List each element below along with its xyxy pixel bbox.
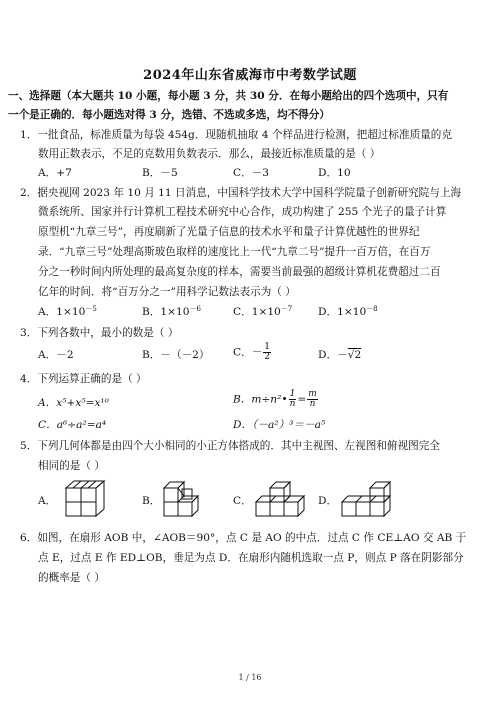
q5-solid-a-icon (60, 478, 110, 520)
q2-line6: 亿年的时间．将“百万分之一”用科学记数法表示为（ ） (38, 286, 296, 298)
q2-line1: 2．据央视网 2023 年 10 月 11 日消息，中国科学技术大学中国科学院量子创新研究院与上海 (20, 187, 462, 199)
q2-line3: 原型机“九章三号”，再度刷新了光量子信息的技术水平和量子计算优越性的世界纪 (38, 226, 420, 238)
q5-solid-d-icon (338, 478, 392, 520)
q2-option-d: D．$1\times 10^{-8}$ (318, 305, 378, 318)
q2-option-b: B．$1\times 10^{-6}$ (142, 305, 201, 318)
q2-option-a: A．$1\times 10^{-5}$ (38, 305, 97, 318)
q5-label-d: D． (318, 495, 338, 507)
q3-option-b: B．－（－2） (142, 349, 210, 361)
section-header-line2: 一个是正确的．每小题选对得 3 分，选错、不选或多选，均不得分） (8, 109, 330, 121)
page-number: 1 / 16 (238, 673, 262, 682)
q3-option-c: C．－ $\frac{1}{2}$ (233, 342, 271, 362)
q4-stem: 4．下列运算正确的是（ ） (20, 373, 147, 385)
q4-option-d: D．（－a²）³＝－a⁵ (233, 419, 326, 431)
q5-line2: 相同的是（ ） (38, 460, 105, 472)
q3-stem: 3．下列各数中，最小的数是（ ） (20, 327, 179, 339)
q1-option-b: B．－5 (142, 167, 178, 179)
q3-option-d: D．－√2 (318, 349, 362, 361)
q5-solid-c-icon (252, 478, 306, 520)
q4-option-b: B．m÷n²• $\frac{1}{n}$ = $\frac{m}{n}$ (233, 389, 317, 409)
q2-option-c: C．$1\times 10^{-7}$ (233, 305, 293, 318)
page-title: 2024年山东省威海市中考数学试题 (143, 68, 357, 83)
q2-line2: 微系统所、国家并行计算机工程技术研究中心合作，成功构建了 255 个光子的量子计算 (38, 206, 447, 218)
q1-option-d: D．10 (318, 167, 351, 179)
q5-label-b: B． (142, 495, 161, 507)
q2-line4: 录．“九章三号”处理高斯玻色取样的速度比上一代“九章二号”提升一百万倍，在百万 (38, 246, 431, 258)
q3-option-a: A．－2 (38, 349, 74, 361)
section-header-line1: 一、选择题（本大题共 10 小题，每小题 3 分，共 30 分．在每小题给出的四个选项中，只有 (8, 90, 449, 102)
q4-option-a: A．x⁵+x⁵=x¹⁰ (38, 397, 109, 409)
q6-line3: 的概率是（ ） (38, 572, 105, 584)
q4-option-c: C．a⁶÷a²=a⁴ (38, 419, 107, 431)
q1-option-a: A．+7 (38, 167, 72, 179)
q5-label-a: A． (38, 495, 57, 507)
q5-label-c: C． (233, 495, 252, 507)
q2-line5: 分之一秒时间内所处理的最高复杂度的样本，需要当前最强的超级计算机花费超过二百 (38, 266, 441, 278)
q1-line2: 数用正数表示，不足的克数用负数表示．那么，最接近标准质量的是（ ） (38, 148, 381, 160)
q6-line1: 6．如图，在扇形 AOB 中，∠AOB＝90°，点 C 是 AO 的中点．过点 C 作 CE⊥AO 交 AB 于 (20, 532, 467, 544)
q5-solid-b-icon (160, 478, 210, 520)
q1-line1: 1．一批食品，标准质量为每袋 454g．现随机抽取 4 个样品进行检测，把超过标准质量的克 (20, 129, 452, 141)
q6-line2: 点 E，过点 E 作 ED⊥OB，垂足为点 D．在扇形内随机选取一点 P，则点 P 落在阴影部分 (38, 552, 464, 564)
q1-option-c: C．－3 (233, 167, 270, 179)
q5-line1: 5．下列几何体都是由四个大小相同的小正方体搭成的．其中主视图、左视图和俯视图完全 (20, 440, 440, 452)
